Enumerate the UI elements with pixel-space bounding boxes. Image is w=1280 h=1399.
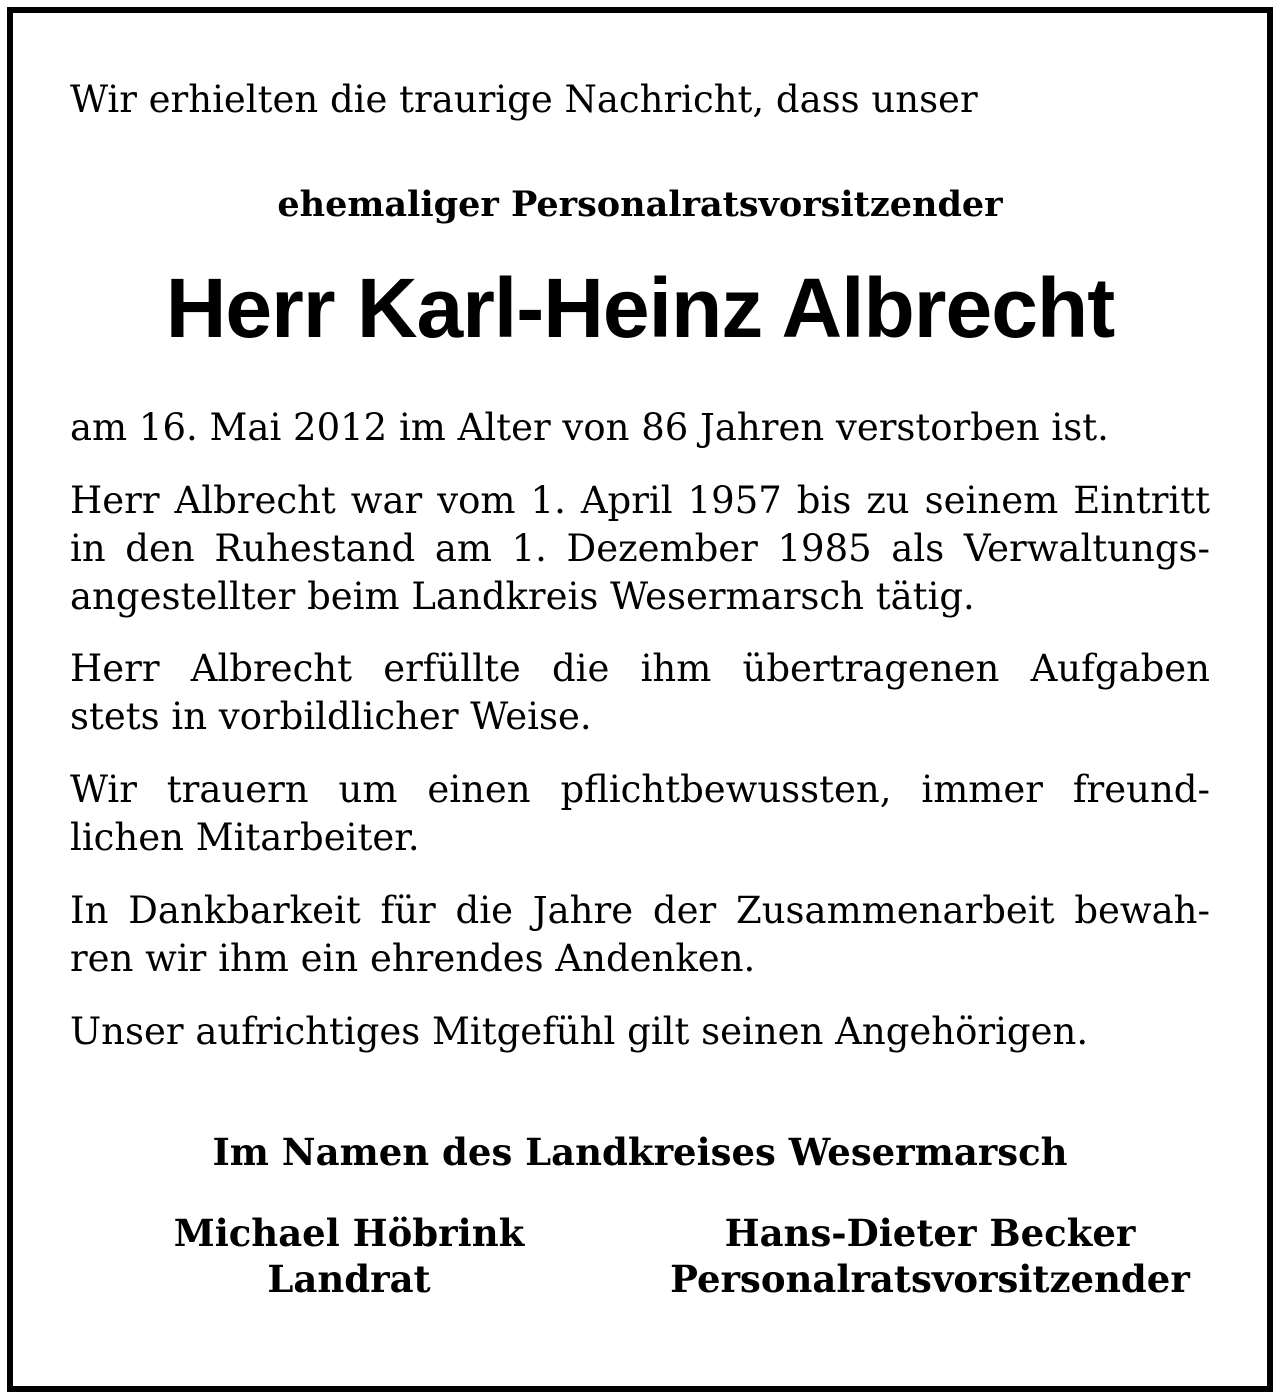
paragraph-line: in den Ruhestand am 1. Dezember 1985 als Verwaltungs- — [70, 527, 1210, 570]
paragraph-line: lichen Mitarbeiter. — [70, 816, 420, 859]
intro-text: Wir erhielten die traurige Nachricht, dass unser — [70, 78, 978, 121]
death-notice-line: am 16. Mai 2012 im Alter von 86 Jahren verstorben ist. — [70, 406, 1109, 449]
signatory-right — [650, 1210, 1210, 1302]
signatory-left — [69, 1210, 629, 1302]
former-position-subtitle: ehemaliger Personalratsvorsitzender — [277, 184, 1003, 225]
paragraph-line: In Dankbarkeit für die Jahre der Zusammenarbeit bewah- — [70, 889, 1210, 932]
on-behalf-line: Im Namen des Landkreises Wesermarsch — [212, 1130, 1068, 1174]
paragraph-line: Unser aufrichtiges Mitgefühl gilt seinen Angehörigen. — [70, 1010, 1089, 1053]
signatory-name: Michael Höbrink — [173, 1211, 525, 1255]
paragraph-line: Wir trauern um einen pflichtbewussten, immer freund- — [70, 768, 1210, 811]
paragraph-line: angestellter beim Landkreis Wesermarsch tätig. — [70, 575, 975, 618]
deceased-name-heading: Herr Karl-Heinz Albrecht — [165, 261, 1115, 355]
paragraph-line: stets in vorbildlicher Weise. — [70, 695, 592, 738]
signatory-name: Hans-Dieter Becker — [724, 1211, 1136, 1255]
paragraph-line: Herr Albrecht war vom 1. April 1957 bis zu seinem Eintritt — [70, 479, 1210, 522]
paragraph-line: ren wir ihm ein ehrendes Andenken. — [70, 937, 756, 980]
signatory-title: Landrat — [267, 1257, 431, 1301]
paragraph-line: Herr Albrecht erfüllte die ihm übertragenen Aufgaben — [70, 647, 1210, 690]
signatory-title: Personalratsvorsitzender — [670, 1257, 1190, 1301]
